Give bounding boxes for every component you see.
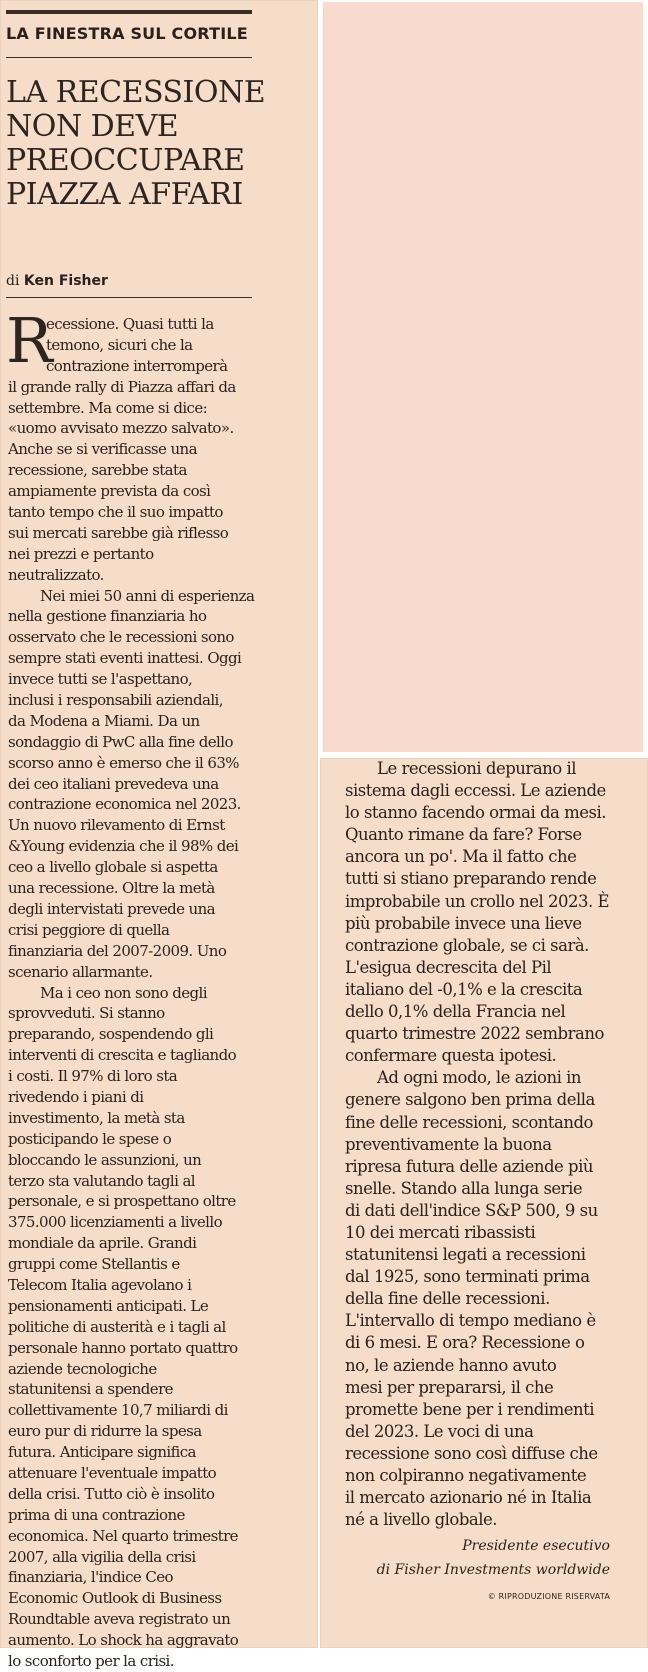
right-text-line: no, le aziende hanno avuto	[345, 1355, 557, 1375]
left-text-line: euro pur di ridurre la spesa	[8, 1422, 202, 1441]
right-text-line: della fine delle recessioni.	[345, 1289, 550, 1309]
left-text-line: politiche di austerità e i tagli al	[8, 1317, 226, 1336]
right-text-line: improbabile un crollo nel 2023. È	[345, 891, 610, 911]
right-text-line: L'intervallo di tempo mediano è	[345, 1311, 596, 1331]
right-text-line: ancora un po'. Ma il fatto che	[345, 847, 577, 867]
headline	[6, 75, 266, 212]
left-text-line: finanziaria del 2007-2009. Uno	[8, 941, 227, 960]
left-text-line: recessione, sarebbe stata	[8, 461, 187, 480]
left-text-line: 375.000 licenziamenti a livello	[8, 1213, 223, 1232]
left-text-line: bloccando le assunzioni, un	[8, 1150, 202, 1169]
left-text-line: investimento, la metà sta	[8, 1108, 185, 1127]
right-text-line: preventivamente la buona	[345, 1134, 552, 1154]
left-text-line: settembre. Ma come si dice:	[8, 398, 208, 417]
right-text-line: di dati dell'indice S&P 500, 9 su	[345, 1200, 598, 1220]
right-text-line: statunitensi legati a recessioni	[345, 1245, 586, 1265]
copyright-notice: © RIPRODUZIONE RISERVATA	[487, 1592, 610, 1601]
left-text-line: attenuare l'eventuale impatto	[8, 1463, 217, 1482]
byline	[6, 273, 252, 289]
left-text-line: prima di una contrazione	[8, 1505, 185, 1524]
author-name: Ken Fisher	[23, 273, 108, 289]
right-text-line: sistema dagli eccessi. Le aziende	[345, 781, 606, 801]
right-text-line: italiano del -0,1% e la crescita	[345, 979, 583, 999]
left-text-line: aumento. Lo shock ha aggravato	[8, 1631, 239, 1650]
left-text-line: scorso anno è emerso che il 63%	[8, 753, 239, 772]
left-text-line: ecessione. Quasi tutti la	[46, 315, 214, 333]
right-text-line: di 6 mesi. E ora? Recessione o	[345, 1333, 585, 1353]
right-text-line: più probabile invece una lieve	[345, 913, 582, 933]
drop-cap: R	[6, 304, 53, 377]
left-text-line: ceo a livello globale si aspetta	[8, 858, 218, 877]
left-text-line: Economic Outlook di Business	[8, 1589, 222, 1608]
right-text-line: dal 1925, sono terminati prima	[345, 1267, 590, 1287]
left-text-line: contrazione interromperà	[46, 356, 228, 375]
left-text-line: preparando, sospendendo gli	[8, 1025, 214, 1044]
right-text-line: tutti si stiano preparando rende	[345, 869, 597, 889]
right-text-line: recessione sono così diffuse che	[345, 1443, 598, 1463]
left-text-line: temono, sicuri che la	[46, 335, 193, 354]
left-text-line: posticipando le spese o	[8, 1129, 172, 1148]
left-text-line: sprovveduti. Si stanno	[8, 1004, 165, 1023]
right-text-line: ripresa futura delle aziende più	[345, 1156, 594, 1176]
right-text-line: promette bene per i rendimenti	[345, 1399, 595, 1419]
right-text-line: quarto trimestre 2022 sembrano	[345, 1024, 604, 1044]
left-text-line: degli intervistati prevede una	[8, 899, 216, 918]
right-text-line: contrazione globale, se ci sarà.	[345, 935, 589, 955]
left-text-line: sondaggio di PwC alla fine dello	[8, 732, 233, 751]
right-text-line: fine delle recessioni, scontando	[345, 1112, 593, 1132]
right-text-line: Ad ogni modo, le azioni in	[377, 1068, 582, 1088]
right-text-line: lo stanno facendo ormai da mesi.	[345, 803, 607, 823]
left-text-line: gruppi come Stellantis e	[8, 1255, 180, 1274]
left-text-line: ampiamente prevista da così	[8, 482, 211, 501]
left-text-line: rivedendo i piani di	[8, 1087, 144, 1106]
left-text-line: da Modena a Miami. Da un	[8, 711, 200, 730]
left-text-line: terzo sta valutando tagli al	[8, 1171, 195, 1190]
headline-line: PIAZZA AFFARI	[6, 177, 243, 212]
left-text-line: inclusi i responsabili aziendali,	[8, 691, 223, 710]
left-text-line: 2007, alla vigilia della crisi	[8, 1547, 196, 1566]
right-text-line: del 2023. Le voci di una	[345, 1421, 534, 1441]
byline-divider	[6, 297, 252, 298]
left-article-column	[6, 304, 308, 1672]
left-text-line: Nei miei 50 anni di esperienza	[40, 586, 255, 605]
left-text-line: personale, e si prospettano oltre	[8, 1192, 236, 1211]
right-text-line: confermare questa ipotesi.	[345, 1046, 557, 1066]
left-text-line: nella gestione finanziaria ho	[8, 607, 207, 626]
left-text-line: «uomo avvisato mezzo salvato».	[8, 419, 234, 438]
left-text-line: contrazione economica nel 2023.	[8, 795, 241, 814]
left-text-line: una recessione. Oltre la metà	[8, 879, 215, 898]
headline-line: PREOCCUPARE	[6, 143, 245, 178]
left-text-line: personale hanno portato quattro	[8, 1338, 238, 1357]
author-company: di Fisher Investments worldwide	[376, 1562, 610, 1578]
left-text-line: Roundtable aveva registrato un	[8, 1610, 231, 1629]
right-text-line: 10 dei mercati ribassisti	[345, 1222, 536, 1242]
left-text-line: Anche se si verificasse una	[8, 440, 197, 459]
left-text-line: tanto tempo che il suo impatto	[8, 503, 223, 522]
left-text-line: sui mercati sarebbe già riflesso	[8, 523, 229, 542]
left-text-line: della crisi. Tutto ciò è insolito	[8, 1484, 215, 1503]
right-text-line: Quanto rimane da fare? Forse	[345, 825, 582, 845]
left-text-line: neutralizzato.	[8, 565, 104, 584]
right-text-line: genere salgono ben prima della	[345, 1090, 595, 1110]
section-divider	[6, 57, 252, 58]
blank-area	[323, 2, 643, 752]
section-label: LA FINESTRA SUL CORTILE	[6, 24, 248, 43]
author-role: Presidente esecutivo	[462, 1538, 610, 1554]
left-text-line: osservato che le recessioni sono	[8, 628, 234, 647]
left-text-line: collettivamente 10,7 miliardi di	[8, 1401, 228, 1420]
right-article-column	[345, 758, 645, 1531]
headline-line: NON DEVE	[6, 109, 179, 144]
headline-line: LA RECESSIONE	[6, 75, 266, 110]
left-text-line: pensionamenti anticipati. Le	[8, 1296, 209, 1315]
right-text-line: non colpiranno negativamente	[345, 1466, 587, 1485]
left-text-line: sempre stati eventi inattesi. Oggi	[8, 649, 242, 668]
left-text-line: lo sconforto per la crisi.	[8, 1652, 174, 1670]
left-text-line: i costi. Il 97% di loro sta	[8, 1067, 178, 1086]
left-text-line: Ma i ceo non sono degli	[40, 983, 207, 1002]
left-text-line: nei prezzi e pertanto	[8, 544, 154, 563]
left-text-line: Un nuovo rilevamento di Ernst	[8, 816, 225, 835]
right-text-line: Le recessioni depurano il	[377, 759, 577, 778]
left-text-line: il grande rally di Piazza affari da	[8, 377, 236, 396]
left-text-line: crisi peggiore di quella	[8, 920, 170, 939]
left-text-line: dei ceo italiani prevedeva una	[8, 774, 219, 793]
right-text-line: mesi per prepararsi, il che	[345, 1377, 554, 1397]
left-text-line: futura. Anticipare significa	[8, 1443, 196, 1462]
top-rule	[6, 10, 252, 14]
right-text-line: dello 0,1% della Francia nel	[345, 1002, 566, 1022]
left-text-line: invece tutti se l'aspettano,	[8, 670, 193, 689]
left-text-line: statunitensi a spendere	[8, 1380, 173, 1399]
left-text-line: Telecom Italia agevolano i	[8, 1275, 192, 1294]
left-text-line: mondiale da aprile. Grandi	[8, 1234, 197, 1253]
left-text-line: interventi di crescita e tagliando	[8, 1046, 237, 1065]
byline-prefix: di	[6, 273, 20, 289]
left-text-line: economica. Nel quarto trimestre	[8, 1526, 238, 1545]
right-text-line: L'esigua decrescita del Pil	[345, 957, 552, 977]
left-text-line: scenario allarmante.	[8, 962, 153, 981]
left-text-line: &Young evidenzia che il 98% dei	[8, 837, 239, 856]
right-text-line: snelle. Stando alla lunga serie	[345, 1178, 583, 1198]
left-text-line: finanziaria, l'indice Ceo	[8, 1568, 173, 1587]
left-text-line: aziende tecnologiche	[8, 1359, 157, 1378]
right-text-line: il mercato azionario né in Italia	[345, 1488, 592, 1508]
right-text-line: né a livello globale.	[345, 1510, 498, 1530]
